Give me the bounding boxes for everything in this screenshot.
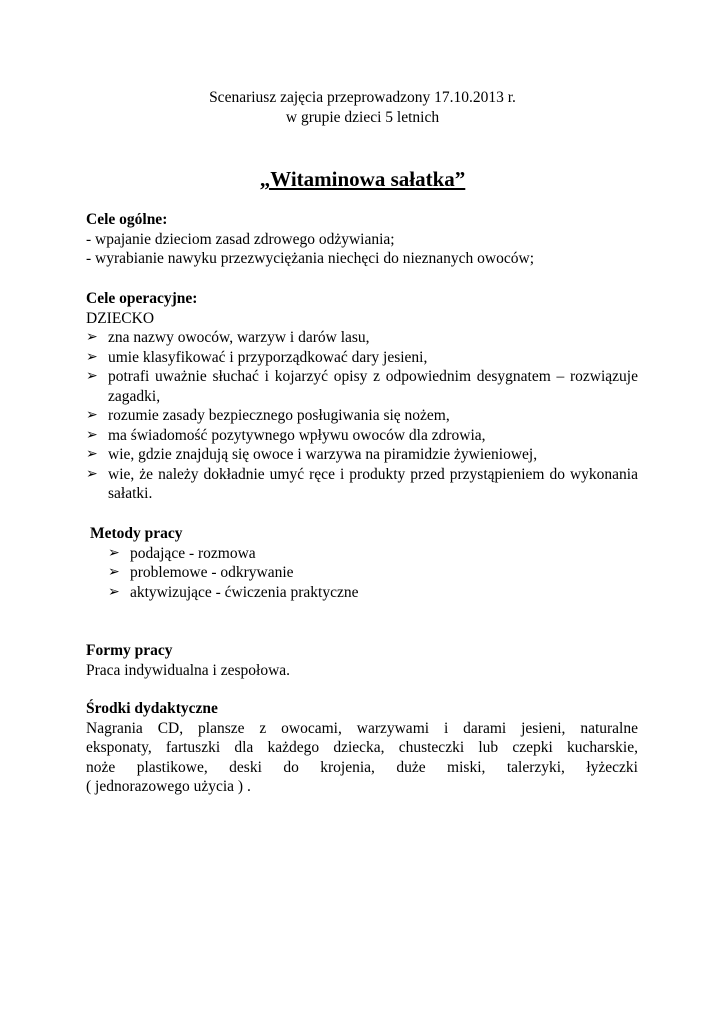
- operational-goals-section: [86, 289, 638, 504]
- arrow-bullet-icon: ➢: [108, 545, 120, 561]
- list-item: ➢ wie, że należy dokładnie umyć ręce i produkty przed przystąpieniem do wykonania sałatki.: [86, 465, 638, 502]
- list-item: ➢ potrafi uważnie słuchać i kojarzyć opisy z odpowiednim desygnatem – rozwiązuje zagadki,: [86, 368, 638, 405]
- methods-section: [90, 524, 642, 602]
- materials-line: ( jednorazowego użycia ) .: [86, 778, 251, 795]
- document-header: [0, 88, 725, 128]
- arrow-bullet-icon: ➢: [86, 447, 98, 462]
- operational-goals-heading: Cele operacyjne:: [86, 290, 198, 307]
- materials-line: eksponaty, fartuszki dla każdego dziecka, chusteczki lub czepki kucharskie,: [86, 739, 638, 756]
- arrow-bullet-icon: ➢: [86, 408, 98, 423]
- materials-line: Nagrania CD, plansze z owocami, warzywami i darami jesieni, naturalne: [86, 719, 638, 737]
- list-item: ➢ podające - rozmowa: [108, 544, 256, 562]
- forms-text: Praca indywidualna i zespołowa.: [86, 661, 291, 679]
- list-item: ➢ problemowe - odkrywanie: [108, 564, 294, 581]
- general-goal-item: - wyrabianie nawyku przezwyciężania niechęci do nieznanych owoców;: [86, 250, 535, 267]
- methods-list: [90, 544, 642, 603]
- arrow-bullet-icon: ➢: [86, 427, 98, 443]
- forms-heading: Formy pracy: [86, 642, 173, 659]
- list-item: ➢ rozumie zasady bezpiecznego posługiwania się nożem,: [86, 407, 450, 424]
- general-goal-item: - wpajanie dzieciom zasad zdrowego odżywiania;: [86, 230, 395, 248]
- list-item: ➢ ma świadomość pozytywnego wpływu owoców dla zdrowia,: [86, 426, 486, 444]
- arrow-bullet-icon: ➢: [108, 565, 120, 580]
- arrow-bullet-icon: ➢: [86, 466, 98, 482]
- arrow-bullet-icon: ➢: [108, 584, 120, 600]
- forms-section: [86, 641, 638, 680]
- document-title: „Witaminowa sałatka”: [259, 167, 466, 191]
- header-line-2: w grupie dzieci 5 letnich: [285, 109, 440, 126]
- arrow-bullet-icon: ➢: [86, 330, 98, 345]
- materials-line: noże plastikowe, deski do krojenia, duże miski, talerzyki, łyżeczki: [86, 758, 638, 776]
- arrow-bullet-icon: ➢: [86, 369, 98, 384]
- general-goals-section: [86, 210, 638, 269]
- list-item: ➢ aktywizujące - ćwiczenia praktyczne: [108, 583, 359, 601]
- list-item: ➢ wie, gdzie znajdują się owoce i warzywa na piramidzie żywieniowej,: [86, 446, 538, 463]
- operational-goals-subject: DZIECKO: [86, 309, 155, 327]
- materials-section: [86, 699, 638, 797]
- operational-goals-list: [86, 328, 638, 504]
- general-goals-heading: Cele ogólne:: [86, 211, 168, 228]
- materials-heading: Środki dydaktyczne: [86, 700, 218, 717]
- list-item: ➢ umie klasyfikować i przyporządkować dary jesieni,: [86, 348, 428, 366]
- header-line-1: Scenariusz zajęcia przeprowadzony 17.10.2013 r.: [209, 89, 516, 106]
- methods-heading: Metody pracy: [90, 525, 183, 542]
- arrow-bullet-icon: ➢: [86, 349, 98, 365]
- list-item: ➢ zna nazwy owoców, warzyw i darów lasu,: [86, 329, 370, 346]
